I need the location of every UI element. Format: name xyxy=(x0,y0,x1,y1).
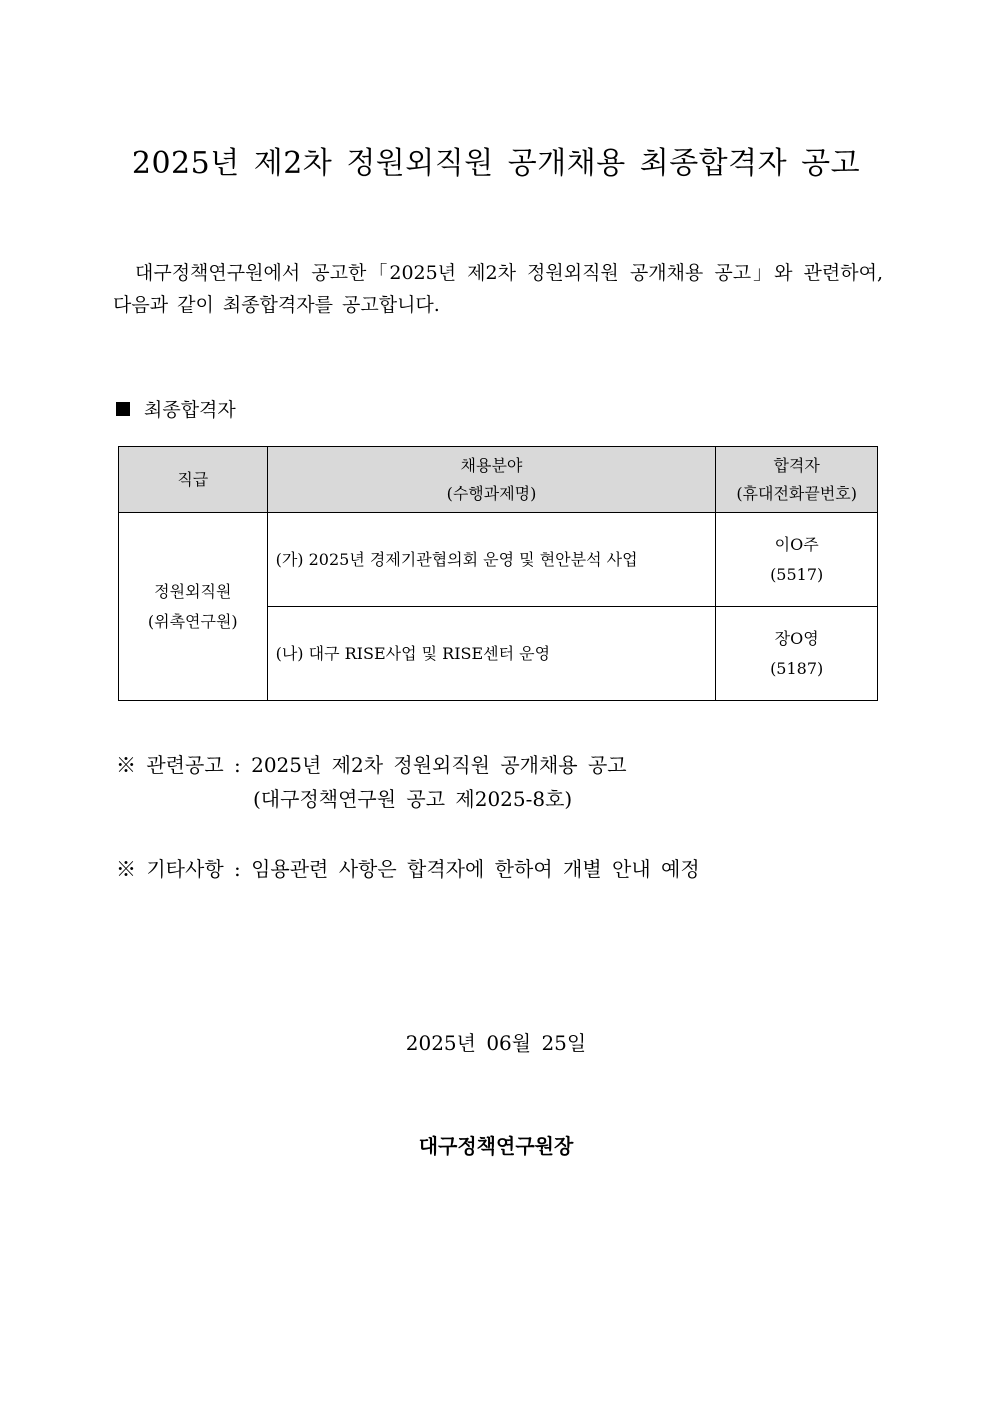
header-field xyxy=(267,447,716,513)
header-person-line2: (휴대전화끝번호) xyxy=(736,483,857,503)
person-cell xyxy=(716,513,878,607)
person-cell xyxy=(716,607,878,701)
header-person-line1: 합격자 xyxy=(773,455,820,475)
rank-line1: 정원외직원 xyxy=(154,581,232,601)
person-phone: (5187) xyxy=(770,658,824,678)
note-related-sub: (대구정책연구원 공고 제2025-8호) xyxy=(253,787,573,811)
rank-line2: (위촉연구원) xyxy=(147,611,238,631)
rank-cell xyxy=(119,513,268,701)
square-bullet-icon xyxy=(116,402,130,416)
person-phone: (5517) xyxy=(770,564,824,584)
person-name: 이O주 xyxy=(774,534,819,554)
field-cell: (가) 2025년 경제기관협의회 운영 및 현안분석 사업 xyxy=(267,513,716,607)
document-date: 2025년 06월 25일 xyxy=(405,1031,587,1055)
header-field-line1: 채용분야 xyxy=(460,455,523,475)
header-person xyxy=(716,447,878,513)
person-name: 장O영 xyxy=(774,628,819,648)
section-heading xyxy=(116,395,236,422)
signature: 대구정책연구원장 xyxy=(418,1134,574,1158)
section-heading-label: 최종합격자 xyxy=(144,399,236,421)
result-table xyxy=(118,446,878,701)
note-related: ※ 관련공고 : 2025년 제2차 정원외직원 공개채용 공고 xyxy=(116,753,627,777)
field-cell: (나) 대구 RISE사업 및 RISE센터 운영 xyxy=(267,607,716,701)
header-rank: 직급 xyxy=(119,447,268,513)
table-header-row xyxy=(119,447,878,513)
document-title: 2025년 제2차 정원외직원 공개채용 최종합격자 공고 xyxy=(131,146,861,181)
intro-paragraph: 대구정책연구원에서 공고한「2025년 제2차 정원외직원 공개채용 공고」와 관련하여, 다음과 같이 최종합격자를 공고합니다. xyxy=(113,262,883,316)
note-other: ※ 기타사항 : 임용관련 사항은 합격자에 한하여 개별 안내 예정 xyxy=(116,857,700,881)
header-field-line2: (수행과제명) xyxy=(446,483,537,503)
table-row xyxy=(119,513,878,607)
